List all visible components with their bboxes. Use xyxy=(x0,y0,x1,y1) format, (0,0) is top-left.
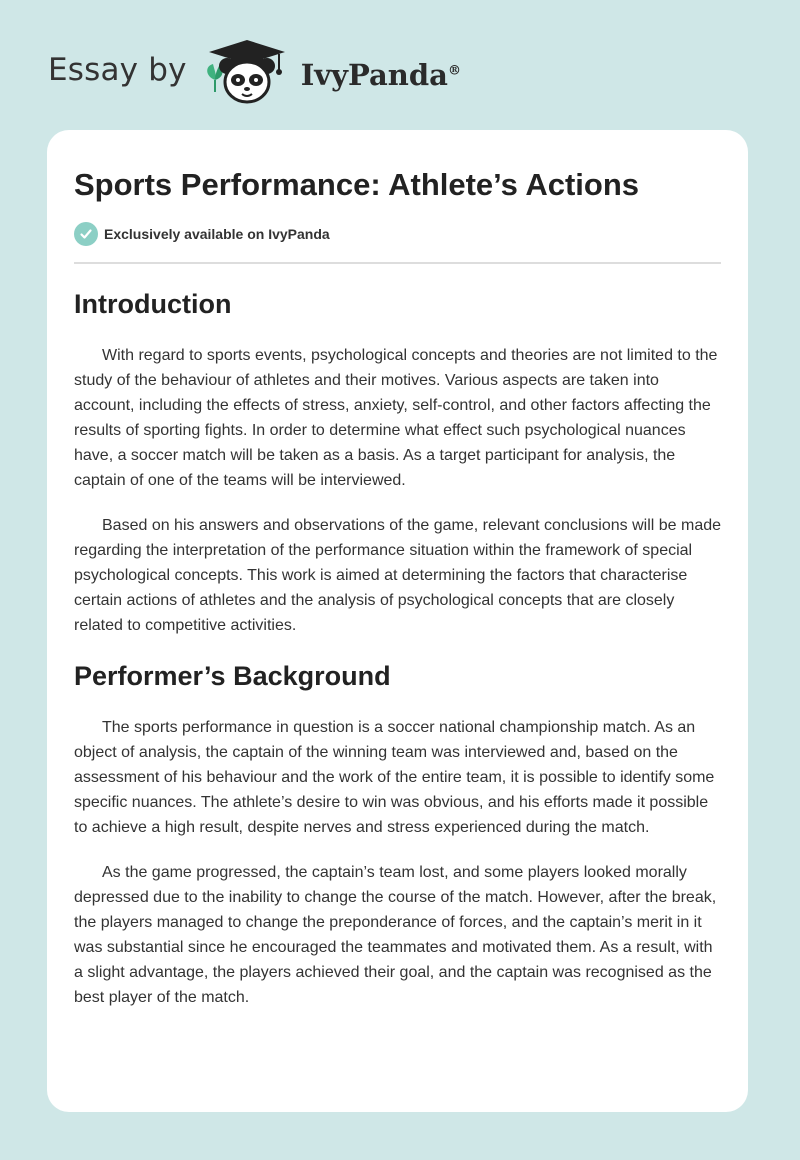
registered-mark: ® xyxy=(447,63,461,79)
exclusive-badge-label: Exclusively available on IvyPanda xyxy=(104,226,330,242)
paragraph: With regard to sports events, psychological concepts and theories are not limited to the study of the behaviour of athletes and their motives. Various aspects are taken into account, including the effects of stress, anxiety, self-control, and other factors affecting the results of sporting fights. In order to determine what effect such psychological nuances have, a soccer match will be taken as a basis. As a target participant for analysis, the captain of one of the teams will be interviewed. xyxy=(74,347,718,489)
essay-by-label: Essay by xyxy=(48,52,187,88)
brand-text: IvyPanda xyxy=(300,58,448,92)
essay-card xyxy=(47,130,748,1112)
panda-graduate-icon[interactable] xyxy=(201,36,293,108)
divider xyxy=(74,262,721,264)
section-heading-introduction: Introduction xyxy=(74,289,232,319)
exclusive-badge xyxy=(74,222,721,246)
section-heading-background: Performer’s Background xyxy=(74,661,391,691)
check-circle-icon xyxy=(74,222,98,246)
paragraph: The sports performance in question is a soccer national championship match. As an object of analysis, the captain of the winning team was interviewed and, based on the assessment of his behaviour and the work of the entire team, it is possible to identify some specific nuances. The athlete’s desire to win was obvious, and his efforts made it possible to achieve a high result, despite nerves and stress experienced during the match. xyxy=(74,719,715,836)
brand-name[interactable] xyxy=(301,58,461,92)
site-header xyxy=(48,36,461,108)
page-title: Sports Performance: Athlete’s Actions xyxy=(74,167,640,202)
paragraph: Based on his answers and observations of the game, relevant conclusions will be made regarding the interpretation of the performance situation within the framework of special psychological concepts. This work is aimed at determining the factors that characterise certain actions of athletes and the analysis of psychological concepts that are closely related to competitive activities. xyxy=(74,517,722,634)
paragraph: As the game progressed, the captain’s team lost, and some players looked morally depressed due to the inability to change the course of the match. However, after the break, the players managed to change the preponderance of forces, and the captain’s merit in it was substantial since he encouraged the teammates and motivated them. As a result, with a slight advantage, the players achieved their goal, and the captain was recognised as the best player of the match. xyxy=(74,864,717,1006)
